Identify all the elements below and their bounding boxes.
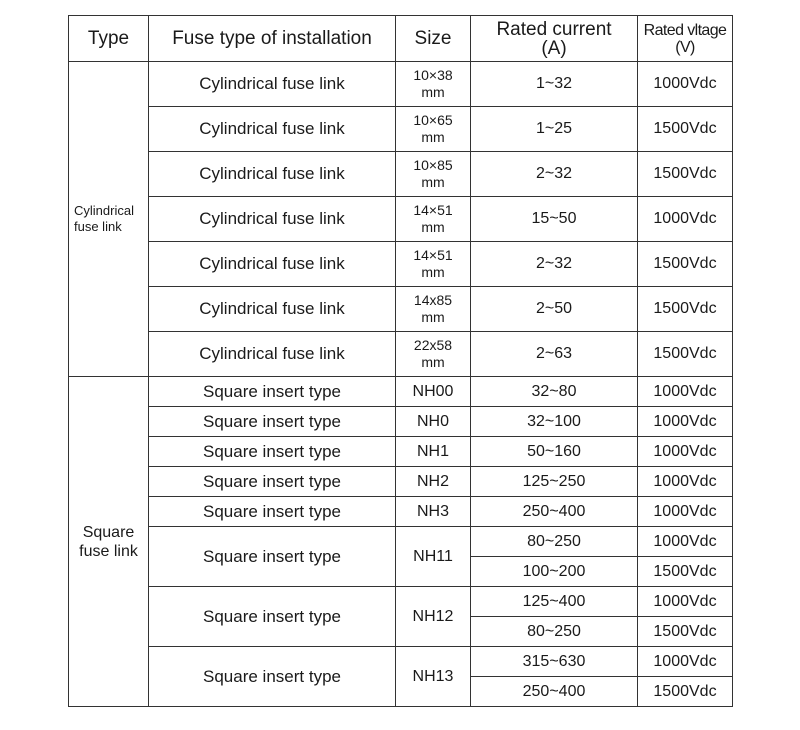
size-dim: 10×65 xyxy=(413,112,453,128)
table-row xyxy=(69,152,733,197)
voltage-cell: 1500Vdc xyxy=(638,107,733,152)
size-dim: 10×85 xyxy=(413,157,453,173)
installation-cell: Square insert type xyxy=(149,467,396,497)
current-cell: 250~400 xyxy=(471,497,638,527)
size-cell xyxy=(396,242,471,287)
size-cell xyxy=(396,287,471,332)
group-square-line2: fuse link xyxy=(79,542,138,560)
header-installation: Fuse type of installation xyxy=(149,16,396,62)
current-cell: 32~100 xyxy=(471,407,638,437)
table-row xyxy=(69,332,733,377)
voltage-cell: 1000Vdc xyxy=(638,467,733,497)
fuse-spec-table xyxy=(68,15,733,707)
size-cell: NH1 xyxy=(396,437,471,467)
table-row xyxy=(69,497,733,527)
header-voltage-label: Rated vltage xyxy=(643,21,727,39)
table-row xyxy=(69,437,733,467)
header-rated-voltage xyxy=(638,16,733,62)
installation-cell: Square insert type xyxy=(149,497,396,527)
size-dim: 22x58 xyxy=(413,337,453,353)
size-dim: 14x85 xyxy=(413,292,453,308)
current-cell: 32~80 xyxy=(471,377,638,407)
current-cell: 1~25 xyxy=(471,107,638,152)
size-cell xyxy=(396,62,471,107)
voltage-cell: 1000Vdc xyxy=(638,62,733,107)
installation-cell: Cylindrical fuse link xyxy=(149,332,396,377)
table-row xyxy=(69,467,733,497)
size-dim: 14×51 xyxy=(413,247,453,263)
size-cell: NH2 xyxy=(396,467,471,497)
current-cell: 125~250 xyxy=(471,467,638,497)
table-row xyxy=(69,527,733,557)
voltage-cell: 1000Vdc xyxy=(638,377,733,407)
table-row xyxy=(69,377,733,407)
group-cylindrical-line2: fuse link xyxy=(74,219,122,234)
current-cell: 2~63 xyxy=(471,332,638,377)
group-cylindrical xyxy=(69,62,149,377)
table-row xyxy=(69,647,733,677)
current-cell: 125~400 xyxy=(471,587,638,617)
size-cell: NH13 xyxy=(396,647,471,707)
voltage-cell: 1000Vdc xyxy=(638,197,733,242)
size-cell: NH12 xyxy=(396,587,471,647)
voltage-cell: 1000Vdc xyxy=(638,497,733,527)
current-cell: 80~250 xyxy=(471,617,638,647)
installation-cell: Square insert type xyxy=(149,587,396,647)
current-cell: 2~32 xyxy=(471,242,638,287)
size-unit: mm xyxy=(421,354,445,370)
installation-cell: Square insert type xyxy=(149,647,396,707)
table-row xyxy=(69,407,733,437)
size-cell: NH00 xyxy=(396,377,471,407)
current-cell: 100~200 xyxy=(471,557,638,587)
voltage-cell: 1500Vdc xyxy=(638,332,733,377)
group-cylindrical-line1: Cylindrical xyxy=(74,203,134,218)
header-voltage-unit: (V) xyxy=(675,38,695,56)
current-cell: 315~630 xyxy=(471,647,638,677)
size-cell xyxy=(396,197,471,242)
current-cell: 1~32 xyxy=(471,62,638,107)
installation-cell: Square insert type xyxy=(149,377,396,407)
installation-cell: Square insert type xyxy=(149,437,396,467)
size-cell: NH11 xyxy=(396,527,471,587)
header-row xyxy=(69,16,733,62)
header-rated-current xyxy=(471,16,638,62)
size-unit: mm xyxy=(421,264,445,280)
size-cell xyxy=(396,332,471,377)
size-cell: NH3 xyxy=(396,497,471,527)
size-unit: mm xyxy=(421,129,445,145)
size-dim: 14×51 xyxy=(413,202,453,218)
size-unit: mm xyxy=(421,84,445,100)
installation-cell: Cylindrical fuse link xyxy=(149,242,396,287)
installation-cell: Cylindrical fuse link xyxy=(149,287,396,332)
installation-cell: Cylindrical fuse link xyxy=(149,62,396,107)
table-row xyxy=(69,242,733,287)
header-size: Size xyxy=(396,16,471,62)
voltage-cell: 1000Vdc xyxy=(638,587,733,617)
size-dim: 10×38 xyxy=(413,67,453,83)
group-square xyxy=(69,377,149,707)
size-cell: NH0 xyxy=(396,407,471,437)
voltage-cell: 1000Vdc xyxy=(638,407,733,437)
group-square-line1: Square xyxy=(82,523,135,541)
voltage-cell: 1500Vdc xyxy=(638,287,733,332)
table-row xyxy=(69,197,733,242)
installation-cell: Cylindrical fuse link xyxy=(149,197,396,242)
installation-cell: Cylindrical fuse link xyxy=(149,152,396,197)
table-row xyxy=(69,62,733,107)
header-type: Type xyxy=(69,16,149,62)
table-row xyxy=(69,587,733,617)
size-unit: mm xyxy=(421,219,445,235)
header-current-unit: (A) xyxy=(541,37,567,59)
current-cell: 250~400 xyxy=(471,677,638,707)
current-cell: 15~50 xyxy=(471,197,638,242)
table-row xyxy=(69,287,733,332)
voltage-cell: 1000Vdc xyxy=(638,527,733,557)
current-cell: 2~32 xyxy=(471,152,638,197)
voltage-cell: 1500Vdc xyxy=(638,677,733,707)
installation-cell: Cylindrical fuse link xyxy=(149,107,396,152)
size-unit: mm xyxy=(421,174,445,190)
installation-cell: Square insert type xyxy=(149,407,396,437)
voltage-cell: 1000Vdc xyxy=(638,437,733,467)
voltage-cell: 1500Vdc xyxy=(638,557,733,587)
voltage-cell: 1500Vdc xyxy=(638,242,733,287)
installation-cell: Square insert type xyxy=(149,527,396,587)
current-cell: 2~50 xyxy=(471,287,638,332)
current-cell: 80~250 xyxy=(471,527,638,557)
voltage-cell: 1000Vdc xyxy=(638,647,733,677)
voltage-cell: 1500Vdc xyxy=(638,152,733,197)
size-unit: mm xyxy=(421,309,445,325)
table-row xyxy=(69,107,733,152)
header-current-label: Rated current xyxy=(496,18,612,40)
size-cell xyxy=(396,152,471,197)
current-cell: 50~160 xyxy=(471,437,638,467)
voltage-cell: 1500Vdc xyxy=(638,617,733,647)
size-cell xyxy=(396,107,471,152)
